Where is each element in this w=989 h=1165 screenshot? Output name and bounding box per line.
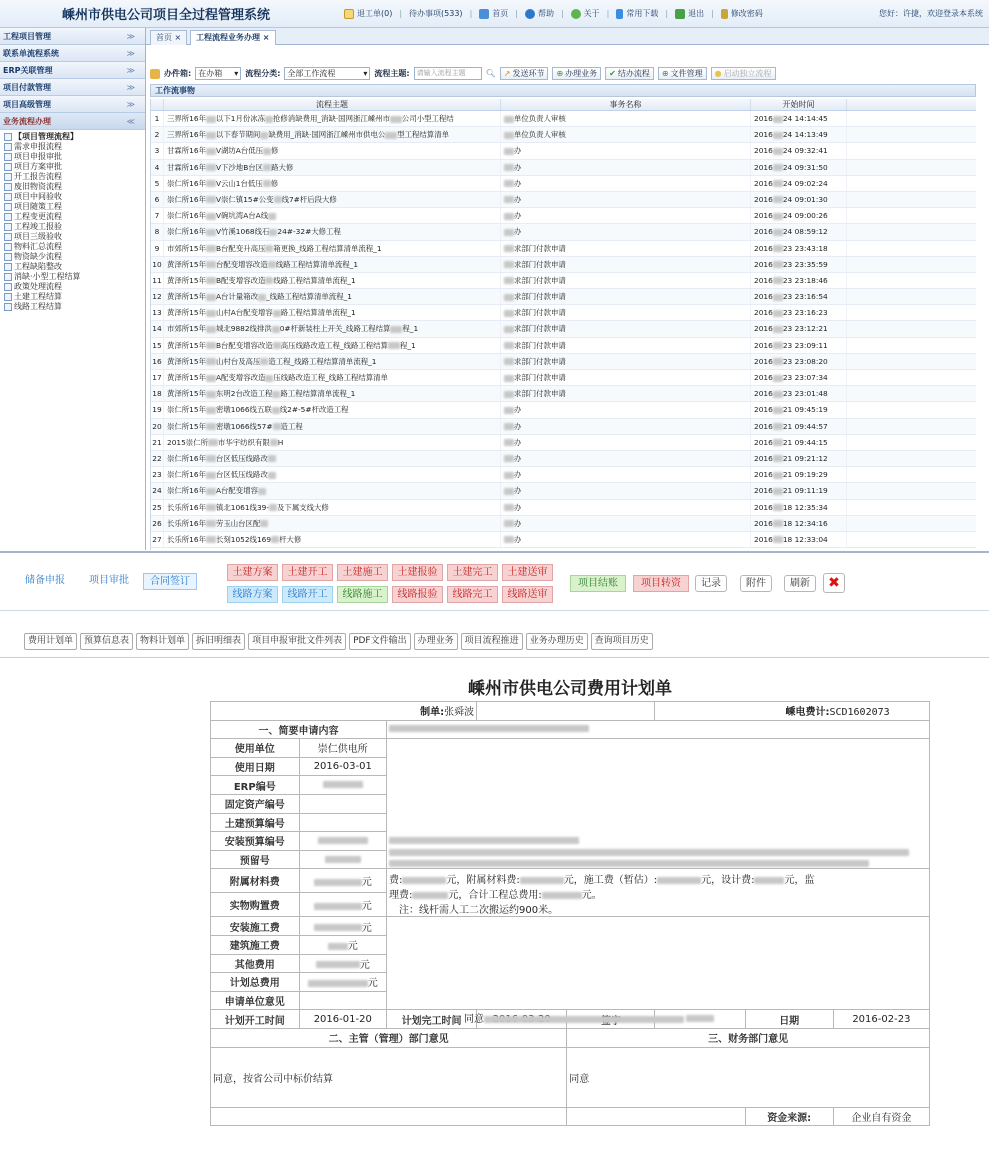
row-task: 办	[501, 402, 751, 417]
refresh-button[interactable]: 刷新	[784, 575, 816, 592]
table-row[interactable]	[151, 370, 976, 386]
row-task: 办	[501, 208, 751, 223]
row-number: 18	[151, 386, 164, 401]
row-time: 2016 24 09:02:24	[751, 176, 847, 191]
row-topic: 黄泽所15年 B配变增容改造 线路工程结算清单流程_1	[164, 273, 501, 288]
tab-dismantle-list[interactable]: 拆旧明细表	[192, 633, 245, 650]
header-bar	[0, 0, 989, 28]
row-task: 求部门付款申请	[501, 273, 751, 288]
about-icon	[571, 9, 581, 19]
chevron-down-icon: ≫	[126, 83, 135, 92]
column-header-topic[interactable]: 流程主题	[164, 99, 501, 110]
row-time: 2016 21 09:45:19	[751, 402, 847, 417]
table-row[interactable]	[151, 516, 976, 532]
row-topic: 甘霖所16年 V湖坊A台低压 修	[164, 143, 501, 158]
row-number: 4	[151, 160, 164, 175]
row-task: 求部门付款申请	[501, 257, 751, 272]
grid-body	[151, 111, 976, 548]
row-time: 2016 24 14:14:45	[751, 111, 847, 126]
tab-pdf-output[interactable]: PDF文件输出	[349, 633, 411, 650]
file-icon	[4, 243, 12, 251]
workflow-tree	[0, 130, 145, 312]
tree-item[interactable]: 项目方案审批	[4, 162, 145, 172]
about-link[interactable]: 关于	[571, 8, 600, 19]
file-icon	[4, 233, 12, 241]
file-icon	[4, 193, 12, 201]
top-nav: 退工单(0) | 待办事项(533) | 首页 | 帮助 | 关于 | 常用下载 | 退出 | 修改密码	[344, 8, 763, 19]
tree-item[interactable]: 开工报告流程	[4, 172, 145, 182]
file-icon	[4, 153, 12, 161]
row-number: 26	[151, 516, 164, 531]
note-text: 注：线杆需人工二次搬运约900米。	[398, 905, 559, 917]
tab-workflow[interactable]: 工程流程业务办理 ×	[190, 30, 276, 45]
project-approval-button[interactable]: 项目审批	[89, 575, 129, 586]
row-time: 2016 23 23:16:54	[751, 289, 847, 304]
row-time: 2016 21 09:44:57	[751, 419, 847, 434]
row-number: 3	[151, 143, 164, 158]
row-task: 办	[501, 467, 751, 482]
row-time: 2016 24 09:00:26	[751, 208, 847, 223]
download-link[interactable]: 常用下载	[616, 8, 658, 19]
table-row[interactable]	[151, 435, 976, 451]
row-topic: 黄泽所15年 A配变增容改造 压线路改造工程_线路工程结算清单	[164, 370, 501, 385]
civil-start-button[interactable]: 土建开工	[282, 564, 333, 581]
add-icon: ⊕	[661, 69, 669, 78]
row-topic: 甘霖所16年 V下沙地B台区 路大修	[164, 160, 501, 175]
tree-item[interactable]: 工程缺陷整改	[4, 262, 145, 272]
row-time: 2016 24 08:59:12	[751, 224, 847, 239]
todo-link[interactable]: 待办事项(533)	[409, 9, 463, 18]
row-number: 12	[151, 289, 164, 304]
reserve-report-button[interactable]: 储备申报	[25, 575, 65, 586]
row-number: 19	[151, 402, 164, 417]
welcome-text: 您好：许捷，欢迎登录本系统	[879, 9, 983, 18]
row-topic: 黄泽所15年 东明2台改造工程 路工程结算清单流程_1	[164, 386, 501, 401]
row-number: 22	[151, 451, 164, 466]
row-task: 办	[501, 192, 751, 207]
tab-material-plan[interactable]: 物料计划单	[136, 633, 189, 650]
workflow-grid	[150, 99, 976, 550]
record-button[interactable]: 记录	[695, 575, 727, 592]
table-row[interactable]	[151, 338, 976, 354]
row-number: 16	[151, 354, 164, 369]
table-row[interactable]	[151, 111, 976, 127]
row-time: 2016 21 09:21:12	[751, 451, 847, 466]
row-number: 9	[151, 241, 164, 256]
section-3-header: 三、财务部门意见	[567, 1028, 930, 1047]
row-task: 办	[501, 483, 751, 498]
chevron-down-icon: ≫	[126, 66, 135, 75]
chevron-down-icon: ≫	[126, 49, 135, 58]
row-task: 办	[501, 143, 751, 158]
row-topic: 2015崇仁所 市华宇纺织有限 H	[164, 435, 501, 450]
box-select[interactable]: 在办箱 ▾	[195, 67, 241, 80]
table-row[interactable]	[151, 143, 976, 159]
bulb-icon: ●	[714, 69, 722, 78]
file-icon	[4, 223, 12, 231]
tree-item[interactable]: 工程变更流程	[4, 212, 145, 222]
fee-description: 费: 元，附属材料费: 元，施工费（暂估）: 元，设计费: 元，监 理费: 元，合计工程总费用: 元。 注：线杆需人工二次搬运约900米。	[386, 869, 929, 917]
row-topic: 崇仁所16年 V碗坑湾A台A线	[164, 208, 501, 223]
line-start-button[interactable]: 线路开工	[282, 586, 333, 603]
column-header-task[interactable]: 事务名称	[501, 99, 751, 110]
table-row[interactable]	[151, 354, 976, 370]
search-icon[interactable]: 🔍︎	[485, 69, 496, 78]
table-row[interactable]	[151, 321, 976, 337]
change-password-link[interactable]: 修改密码	[721, 8, 763, 19]
table-row[interactable]	[151, 467, 976, 483]
row-time: 2016 23 23:08:20	[751, 354, 847, 369]
row-time: 2016 24 09:32:41	[751, 143, 847, 158]
file-icon	[4, 303, 12, 311]
tree-item[interactable]: 物料汇总流程	[4, 242, 145, 252]
row-time: 2016 24 09:31:50	[751, 160, 847, 175]
finish-button[interactable]: ✔ 结办流程	[605, 67, 654, 80]
sidebar-section-project[interactable]: 工程项目管理 ≫	[0, 28, 145, 45]
row-task: 办	[501, 500, 751, 515]
row-topic: 长乐所16年 长刻1052线169 杆大修	[164, 532, 501, 547]
row-time: 2016 23 23:09:11	[751, 338, 847, 353]
attachment-button[interactable]: 附件	[740, 575, 772, 592]
row-number: 7	[151, 208, 164, 223]
row-topic: 黄泽所15年 台配变增容改造 线路工程结算清单流程_1	[164, 257, 501, 272]
row-number: 25	[151, 500, 164, 515]
row-time: 2016 21 09:19:29	[751, 467, 847, 482]
row-time: 2016 23 23:07:34	[751, 370, 847, 385]
file-icon	[4, 133, 12, 141]
row-task: 办	[501, 160, 751, 175]
row-number: 20	[151, 419, 164, 434]
row-time: 2016 24 09:01:30	[751, 192, 847, 207]
row-time: 2016 23 23:16:23	[751, 305, 847, 320]
table-row[interactable]	[151, 224, 976, 240]
start-independent-button[interactable]: ● 启动独立流程	[711, 67, 776, 80]
topic-input[interactable]: 请输入流程主题	[414, 67, 482, 80]
help-link[interactable]: 帮助	[525, 8, 554, 19]
document-tabs	[24, 633, 653, 650]
table-row[interactable]	[151, 402, 976, 418]
sign-date-value: 2016-02-23	[833, 1010, 929, 1029]
budget-number: SCD1602073	[829, 707, 890, 719]
table-row[interactable]	[151, 386, 976, 402]
chevron-down-icon: ▾	[234, 69, 239, 78]
download-icon	[616, 9, 623, 19]
row-number: 5	[151, 176, 164, 191]
row-time: 2016 23 23:35:59	[751, 257, 847, 272]
row-topic: 崇仁所15年 密墩1066线57# 造工程	[164, 419, 501, 434]
line-inspect-button[interactable]: 线路报验	[392, 586, 443, 603]
row-topic: 崇仁所16年 A台配变增容	[164, 483, 501, 498]
line-plan-button[interactable]: 线路方案	[227, 586, 278, 603]
tab-budget-info[interactable]: 预算信息表	[80, 633, 133, 650]
sidebar-section-payment[interactable]: 项目付款管理 ≫	[0, 79, 145, 96]
file-icon	[4, 283, 12, 291]
tab-flow-advance[interactable]: 项目流程推进	[461, 633, 523, 650]
send-step-button[interactable]: ↗ 发送环节	[500, 67, 549, 80]
row-number: 1	[151, 111, 164, 126]
file-icon	[4, 293, 12, 301]
table-row[interactable]	[151, 127, 976, 143]
row-number: 8	[151, 224, 164, 239]
table-row[interactable]	[151, 208, 976, 224]
file-icon	[4, 213, 12, 221]
file-icon	[4, 163, 12, 171]
cost-plan-form: 制单:张舜波 嵊电费计:SCD1602073 一、简要申请内容 使用单位 崇仁供电所 使用日期 2016-03-01 ERP编号 固定资产编号 土建预算编号 安装预算编号 预留号 附属材料费 元 费: 元，附属材料费: 元，施工费（暂估）: 元，设计费: 元，监 理费: 元，合计工程总费用: 元。 注：线杆需人工二次搬运约900米。 实物购置费 元 安装施工费 元 建筑施工费 元 其他费用 元 计划总费用 元 申请单位意见 计划开工时间 2016-01-20 计划完工时间 日期 2016-02-23 二、主管（管理）部门意见 三、财务部门意见 同意，按省公司中标价结算 同意 资金来源: 企业自有资金	[210, 701, 930, 1126]
row-task: 求部门付款申请	[501, 354, 751, 369]
table-row[interactable]	[151, 273, 976, 289]
row-task: 单位负责人审核	[501, 111, 751, 126]
table-row[interactable]	[151, 241, 976, 257]
table-row[interactable]	[151, 532, 976, 548]
row-number: 14	[151, 321, 164, 336]
chevron-down-icon: ≫	[126, 32, 135, 41]
row-topic: 黄泽所15年 山村台及高压 造工程_线路工程结算清单流程_1	[164, 354, 501, 369]
tree-item[interactable]: 线路工程结算	[4, 302, 145, 312]
finance-opinion: 同意	[567, 1047, 930, 1107]
key-icon	[721, 9, 728, 19]
row-time: 2016 21 09:11:19	[751, 483, 847, 498]
use-unit-value: 崇仁供电所	[299, 739, 386, 758]
table-row[interactable]	[151, 192, 976, 208]
sidebar-section-workflow[interactable]: 业务流程办理 ≪	[0, 113, 145, 130]
workflow-toolbar: 办件箱: 在办箱 ▾ 流程分类: 全部工作流程 ▾ 流程主题: 请输入流程主题 🔍︎ ↗ 发送环节 ⊕ 办理业务 ✔ 结办流程 ⊕ 文件管理 ● 启动独立流程	[150, 65, 976, 82]
table-row[interactable]	[151, 451, 976, 467]
sidebar-section-erp[interactable]: ERP关联管理 ≫	[0, 62, 145, 79]
row-topic: 崇仁所16年 V崇仁镇15#公变 线7#杆后段大修	[164, 192, 501, 207]
row-number: 11	[151, 273, 164, 288]
row-number: 13	[151, 305, 164, 320]
exit-link[interactable]: 退出	[675, 8, 704, 19]
tab-cost-plan[interactable]: 费用计划单	[24, 633, 77, 650]
inbox-icon	[150, 69, 160, 79]
tab-business-history[interactable]: 业务办理历史	[526, 633, 588, 650]
section-2-header: 二、主管（管理）部门意见	[211, 1028, 567, 1047]
contract-sign-button[interactable]: 合同签订	[143, 573, 197, 590]
column-header-time[interactable]: 开始时间	[751, 99, 847, 110]
tree-item[interactable]: 土建工程结算	[4, 292, 145, 302]
table-row[interactable]	[151, 305, 976, 321]
row-task: 求部门付款申请	[501, 386, 751, 401]
row-time: 2016 23 23:12:21	[751, 321, 847, 336]
home-link[interactable]: 首页	[479, 8, 508, 19]
row-topic: 黄泽所15年 B台配变增容改造 高压线路改造工程_线路工程结算 程_1	[164, 338, 501, 353]
row-topic: 黄泽所15年 A台计量箱改 _线路工程结算清单流程_1	[164, 289, 501, 304]
maker-value: 张舜波	[444, 707, 475, 719]
tree-item[interactable]: 政策处理流程	[4, 282, 145, 292]
table-row[interactable]	[151, 257, 976, 273]
exit-icon	[675, 9, 685, 19]
row-task: 办	[501, 435, 751, 450]
envelope-icon	[344, 9, 354, 19]
class-select[interactable]: 全部工作流程 ▾	[284, 67, 370, 80]
row-number: 10	[151, 257, 164, 272]
row-task: 求部门付款申请	[501, 241, 751, 256]
line-construct-button[interactable]: 线路施工	[337, 586, 388, 603]
sidebar-section-advanced[interactable]: 项目高级管理 ≫	[0, 96, 145, 113]
close-icon[interactable]: ×	[262, 33, 270, 42]
civil-submit-button[interactable]: 土建送审	[502, 564, 553, 581]
sidebar	[0, 28, 146, 550]
row-task: 办	[501, 532, 751, 547]
use-date-value: 2016-03-01	[299, 757, 386, 776]
help-icon	[525, 9, 535, 19]
tree-item[interactable]: 项目中间验收	[4, 192, 145, 202]
row-time: 2016 23 23:18:46	[751, 273, 847, 288]
send-icon: ↗	[503, 69, 511, 78]
home-icon	[479, 9, 489, 19]
panel-title: 工作流事物	[150, 84, 976, 97]
handle-button[interactable]: ⊕ 办理业务	[552, 67, 601, 80]
row-topic: 崇仁所16年 台区低压线路改	[164, 451, 501, 466]
add-icon: ⊕	[556, 69, 564, 78]
row-number: 24	[151, 483, 164, 498]
file-icon	[4, 143, 12, 151]
civil-inspect-button[interactable]: 土建报验	[392, 564, 443, 581]
project-account-button[interactable]: 项目结账	[570, 575, 626, 592]
row-number: 17	[151, 370, 164, 385]
tree-item[interactable]: 物资缺少流程	[4, 252, 145, 262]
chevron-down-icon: ▾	[363, 69, 368, 78]
table-row[interactable]	[151, 419, 976, 435]
row-time: 2016 18 12:33:04	[751, 532, 847, 547]
table-row[interactable]	[151, 176, 976, 192]
main-tab-strip	[146, 28, 989, 45]
tab-handle-business[interactable]: 办理业务	[414, 633, 458, 650]
row-time: 2016 23 23:01:48	[751, 386, 847, 401]
row-topic: 崇仁所15年 密墩1066线五联 线2#-5#杆改造工程	[164, 402, 501, 417]
tree-item[interactable]: 项目申报审批	[4, 152, 145, 162]
grid-header	[151, 99, 976, 111]
file-icon	[4, 183, 12, 191]
file-icon	[4, 203, 12, 211]
row-task: 办	[501, 176, 751, 191]
row-topic: 三界所16年 以下1月份冰冻 抢修消缺费用_消缺·国网浙江嵊州市 公司小型工程结	[164, 111, 501, 126]
line-complete-button[interactable]: 线路完工	[447, 586, 498, 603]
row-time: 2016 24 14:13:49	[751, 127, 847, 142]
apply-opinion-value: 同意	[464, 1010, 684, 1025]
action-bar	[0, 553, 989, 611]
row-task: 办	[501, 451, 751, 466]
table-row[interactable]	[151, 289, 976, 305]
sidebar-section-contact[interactable]: 联系单流程系统 ≫	[0, 45, 145, 62]
tree-item[interactable]: 工程竣工报验	[4, 222, 145, 232]
row-task: 单位负责人审核	[501, 127, 751, 142]
file-management-button[interactable]: ⊕ 文件管理	[658, 67, 707, 80]
row-number: 21	[151, 435, 164, 450]
fund-source-value: 企业自有资金	[833, 1107, 929, 1126]
row-number: 6	[151, 192, 164, 207]
tab-home[interactable]: 首页 ×	[150, 30, 187, 45]
row-task: 办	[501, 419, 751, 434]
table-row[interactable]	[151, 483, 976, 499]
chevron-down-icon: ≫	[126, 100, 135, 109]
row-topic: 市郊所15年 城北9882线排洪 0#杆新装柱上开关_线路工程结算 程_1	[164, 321, 501, 336]
tree-item[interactable]: 废旧物资流程	[4, 182, 145, 192]
row-topic: 长乐所16年 劳玉山台区配	[164, 516, 501, 531]
row-task: 求部门付款申请	[501, 321, 751, 336]
row-number: 27	[151, 532, 164, 547]
delete-icon[interactable]: ✖	[823, 573, 845, 593]
tab-approval-files[interactable]: 项目申报审批文件列表	[248, 633, 346, 650]
tab-query-history[interactable]: 查询项目历史	[591, 633, 653, 650]
row-task: 求部门付款申请	[501, 370, 751, 385]
form-title: 嵊州市供电公司费用计划单	[468, 679, 672, 699]
row-task: 求部门付款申请	[501, 338, 751, 353]
row-topic: 崇仁所16年 V竹溪1068线石 24#-32#大修工程	[164, 224, 501, 239]
civil-complete-button[interactable]: 土建完工	[447, 564, 498, 581]
row-task: 办	[501, 224, 751, 239]
plan-start-value: 2016-01-20	[299, 1010, 386, 1029]
table-row[interactable]	[151, 500, 976, 516]
return-orders-link[interactable]: 退工单(0)	[344, 8, 392, 19]
row-topic: 长乐所16年 镇北1061线39- 及下属支线大修	[164, 500, 501, 515]
tree-item[interactable]: 消缺·小型工程结算	[4, 272, 145, 282]
file-icon	[4, 263, 12, 271]
tree-item[interactable]: 项目随策工程	[4, 202, 145, 212]
row-topic: 黄泽所15年 山村A台配变增容 路工程结算清单流程_1	[164, 305, 501, 320]
row-topic: 崇仁所16年 台区低压线路改	[164, 467, 501, 482]
row-topic: 三界所16年 以下春节期间 缺费用_消缺·国网浙江嵊州市供电公 型工程结算清单	[164, 127, 501, 142]
row-number: 15	[151, 338, 164, 353]
file-icon	[4, 273, 12, 281]
project-transfer-button[interactable]: 项目转资	[633, 575, 689, 592]
row-task: 办	[501, 516, 751, 531]
civil-construct-button[interactable]: 土建施工	[337, 564, 388, 581]
row-topic: 崇仁所16年 V云山1台低压 修	[164, 176, 501, 191]
management-opinion: 同意，按省公司中标价结算	[211, 1047, 567, 1107]
row-time: 2016 23 23:43:18	[751, 241, 847, 256]
row-time: 2016 21 09:44:15	[751, 435, 847, 450]
app-title: 嵊州市供电公司项目全过程管理系统	[62, 8, 271, 23]
tree-item[interactable]: 项目三级验收	[4, 232, 145, 242]
tree-item[interactable]: 【项目管理流程】	[4, 132, 145, 142]
tree-item[interactable]: 需求申报流程	[4, 142, 145, 152]
row-time: 2016 18 12:35:34	[751, 500, 847, 515]
file-icon	[4, 253, 12, 261]
line-submit-button[interactable]: 线路送审	[502, 586, 553, 603]
file-icon	[4, 173, 12, 181]
row-number: 2	[151, 127, 164, 142]
close-icon[interactable]: ×	[174, 33, 182, 42]
row-task: 求部门付款申请	[501, 305, 751, 320]
chevron-up-icon: ≪	[126, 117, 135, 126]
section-1-header: 一、简要申请内容	[211, 720, 387, 739]
row-number: 23	[151, 467, 164, 482]
row-time: 2016 18 12:34:16	[751, 516, 847, 531]
civil-plan-button[interactable]: 土建方案	[227, 564, 278, 581]
check-icon: ✔	[609, 69, 616, 78]
row-topic: 市郊所15年 B台配变升高压 箱更换_线路工程结算清单流程_1	[164, 241, 501, 256]
row-task: 求部门付款申请	[501, 289, 751, 304]
table-row[interactable]	[151, 160, 976, 176]
